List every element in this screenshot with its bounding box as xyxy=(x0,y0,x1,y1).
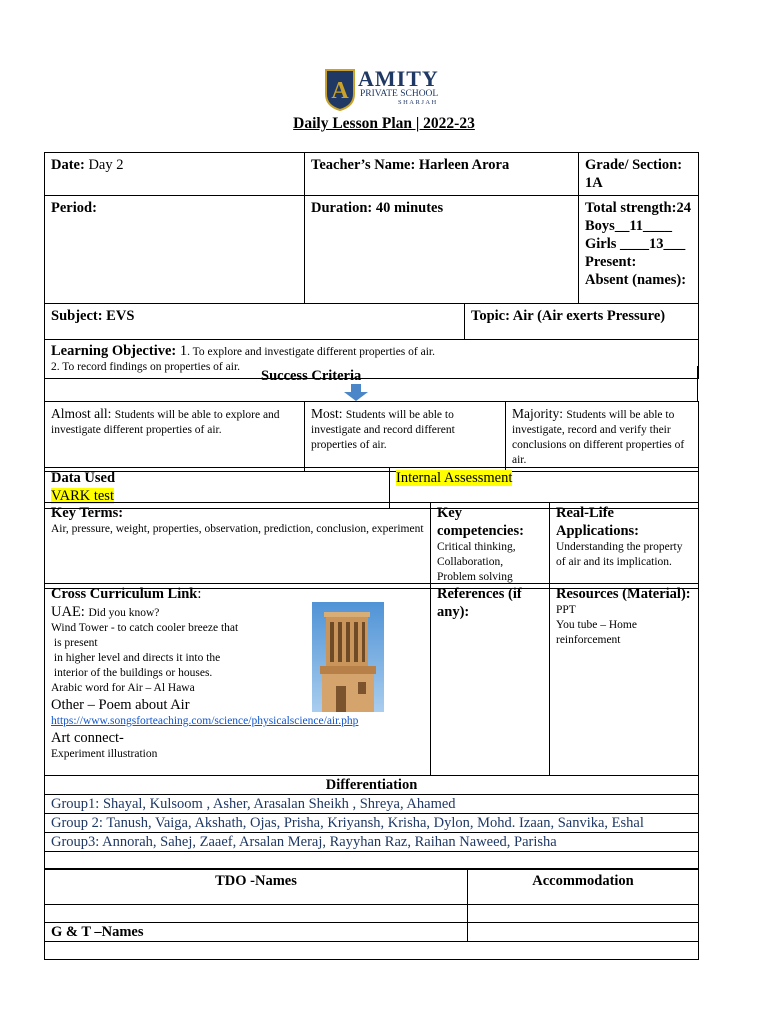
period-label: Period: xyxy=(45,196,305,304)
poem-link[interactable]: https://www.songsforteaching.com/science/physicalscience/air.php xyxy=(51,715,359,727)
poem-line: Other – Poem about Air xyxy=(51,697,190,713)
most-criteria xyxy=(305,402,506,472)
real-life-cell xyxy=(550,503,699,589)
final-empty-row xyxy=(45,942,699,960)
shield-icon xyxy=(324,68,356,112)
majority-label: Majority: xyxy=(512,406,567,421)
down-arrow-icon xyxy=(344,384,368,402)
differentiation-title: Differentiation xyxy=(45,776,699,795)
resources-cell xyxy=(550,584,699,776)
logo-letter: A xyxy=(331,78,349,104)
competency-item: Collaboration, xyxy=(437,556,504,568)
wind-tower-image xyxy=(312,602,384,712)
cross-curriculum-label: Cross Curriculum Link xyxy=(51,586,198,602)
almost-all-text: Students will be able to explore and investigate different properties of air. xyxy=(51,409,280,436)
differentiation-table xyxy=(44,775,699,870)
did-you-know: Did you know? xyxy=(88,607,160,619)
tdo-names-header: TDO -Names xyxy=(45,869,468,905)
gt-names-label: G & T –Names xyxy=(45,923,468,942)
arabic-word-line: Arabic word for Air – Al Hawa xyxy=(51,682,195,694)
school-name: AMITY xyxy=(358,66,439,91)
lesson-header-table xyxy=(44,152,699,379)
uae-label: UAE: xyxy=(51,604,89,620)
absent-label: Absent (names): xyxy=(585,272,687,288)
data-used-label: Data Used xyxy=(51,470,116,486)
most-text: Students will be able to investigate and record different properties of air. xyxy=(311,409,455,451)
success-criteria-table xyxy=(44,401,699,472)
group-row: Group3: Annorah, Sahej, Zaaef, Arsalan Meraj, Rayyhan Raz, Raihan Naweed, Parisha xyxy=(45,833,699,852)
competency-item: Problem solving xyxy=(437,571,513,583)
real-life-text: Understanding the property of air and its implication. xyxy=(556,541,683,568)
total-strength: Total strength:24 xyxy=(585,200,691,216)
wind-tower-line: Wind Tower - to catch cooler breeze that xyxy=(51,622,239,634)
grade-value: 1A xyxy=(585,175,603,191)
cross-curriculum-table xyxy=(44,583,699,776)
key-competencies-cell xyxy=(431,503,550,589)
cross-curriculum-cell xyxy=(45,584,431,776)
key-terms-text: Air, pressure, weight, properties, observation, prediction, conclusion, experiment xyxy=(51,523,424,535)
key-terms-cell xyxy=(45,503,431,589)
internal-assessment: Internal Assessment xyxy=(396,470,513,486)
accommodation-empty-cell xyxy=(468,905,699,923)
almost-all-criteria xyxy=(45,402,305,472)
wind-tower-line: in higher level and directs it into the xyxy=(51,652,221,664)
group-row: Group1: Shayal, Kulsoom , Asher, Arasalan Sheikh , Shreya, Ahamed xyxy=(45,795,699,814)
cross-curriculum-colon: : xyxy=(197,586,202,602)
wind-tower-line: interior of the buildings or houses. xyxy=(51,667,213,679)
resources-label: Resources (Material): xyxy=(556,586,691,602)
duration-label: Duration: 40 minutes xyxy=(305,196,579,304)
school-city: SHARJAH xyxy=(398,99,438,106)
references-label: References (if any): xyxy=(437,586,522,620)
present-label: Present: xyxy=(585,254,637,270)
majority-criteria xyxy=(506,402,699,472)
tdo-table xyxy=(44,868,699,960)
group-row: Group 2: Tanush, Vaiga, Akshath, Ojas, Prisha, Kriyansh, Krisha, Dylon, Mohd. Izaan, Sanvika, Eshal xyxy=(45,814,699,833)
tdo-empty-cell xyxy=(45,905,468,923)
objective-label: Learning Objective: xyxy=(51,343,180,359)
key-terms-label: Key Terms: xyxy=(51,505,124,521)
references-cell xyxy=(431,584,550,776)
almost-all-label: Almost all: xyxy=(51,406,115,421)
topic-label: Topic: Air (Air exerts Pressure) xyxy=(465,304,699,340)
objective-line-2: 2. To record findings on properties of air. xyxy=(51,361,241,373)
success-criteria-title: Success Criteria xyxy=(261,368,362,384)
objective-num: 1 xyxy=(179,343,188,359)
subject-label: Subject: EVS xyxy=(45,304,465,340)
objective-line-1: . To explore and investigate different properties of air. xyxy=(187,346,435,358)
vark-test: VARK test xyxy=(51,488,114,504)
grade-label: Grade/ Section: xyxy=(585,157,683,173)
grade-cell xyxy=(579,153,699,196)
school-logo xyxy=(322,66,450,114)
real-life-label: Real-Life Applications: xyxy=(556,505,639,539)
teacher-name: Teacher’s Name: Harleen Arora xyxy=(305,153,579,196)
resource-item: You tube – Home reinforcement xyxy=(556,619,637,646)
date-cell xyxy=(45,153,305,196)
majority-text: Students will be able to investigate, record and verify their conclusions on different properties of air. xyxy=(512,409,685,466)
key-competencies-label: Key competencies: xyxy=(437,505,524,539)
success-criteria-box xyxy=(44,366,698,402)
key-terms-table xyxy=(44,502,699,589)
wind-tower-line: is present xyxy=(51,637,98,649)
experiment-illustration: Experiment illustration xyxy=(51,748,158,760)
accommodation-header: Accommodation xyxy=(468,869,699,905)
gt-empty-cell xyxy=(468,923,699,942)
competency-item: Critical thinking, xyxy=(437,541,516,553)
art-connect: Art connect- xyxy=(51,730,124,746)
date-value: Day 2 xyxy=(84,157,124,173)
most-label: Most: xyxy=(311,406,346,421)
girls-count: Girls ____13___ xyxy=(585,236,686,252)
resource-item: PPT xyxy=(556,604,576,616)
empty-row xyxy=(45,852,699,870)
school-subname: PRIVATE SCHOOL xyxy=(360,89,439,99)
boys-count: Boys__11____ xyxy=(585,218,673,234)
document-title: Daily Lesson Plan | 2022-23 xyxy=(293,115,475,132)
attendance-cell xyxy=(579,196,699,304)
date-label: Date: xyxy=(51,157,85,173)
